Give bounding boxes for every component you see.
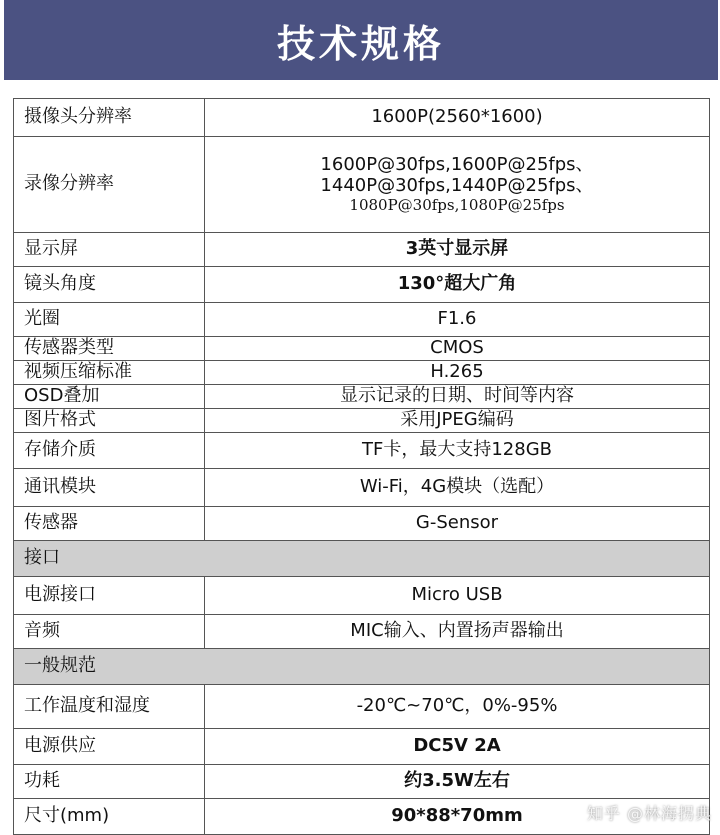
table-row xyxy=(14,507,710,541)
spec-value: 1600P(2560*1600) xyxy=(205,99,710,137)
spec-label: 传感器类型 xyxy=(14,337,205,361)
table-row xyxy=(14,361,710,385)
spec-label: 音频 xyxy=(14,615,205,649)
spec-label: 电源接口 xyxy=(14,577,205,615)
spec-label: 镜头角度 xyxy=(14,267,205,303)
spec-label: OSD叠加 xyxy=(14,385,205,409)
table-row xyxy=(14,685,710,729)
spec-label: 工作温度和湿度 xyxy=(14,685,205,729)
spec-value: Micro USB xyxy=(205,577,710,615)
spec-value: 3英寸显示屏 xyxy=(205,233,710,267)
spec-value: TF卡，最大支持128GB xyxy=(205,433,710,469)
table-row xyxy=(14,615,710,649)
spec-label: 电源供应 xyxy=(14,729,205,765)
spec-value-line: 1600P@30fps,1600P@25fps、 xyxy=(320,154,594,176)
table-row xyxy=(14,729,710,765)
watermark: 知乎 @林海拐典 xyxy=(586,804,712,823)
spec-label: 图片格式 xyxy=(14,409,205,433)
spec-label: 光圈 xyxy=(14,303,205,337)
table-row xyxy=(14,137,710,233)
spec-value: 130°超大广角 xyxy=(205,267,710,303)
spec-value: G-Sensor xyxy=(205,507,710,541)
table-row xyxy=(14,577,710,615)
spec-label: 传感器 xyxy=(14,507,205,541)
table-row xyxy=(14,267,710,303)
spec-value: 显示记录的日期、时间等内容 xyxy=(205,385,710,409)
spec-value: DC5V 2A xyxy=(205,729,710,765)
page-title: 技术规格 xyxy=(276,21,445,66)
spec-value: 约3.5W左右 xyxy=(205,765,710,799)
section-header-interface xyxy=(14,541,710,577)
spec-label: 显示屏 xyxy=(14,233,205,267)
table-row xyxy=(14,433,710,469)
spec-value: 采用JPEG编码 xyxy=(205,409,710,433)
table-row xyxy=(14,385,710,409)
spec-value: -20℃~70℃，0%-95% xyxy=(205,685,710,729)
spec-value: CMOS xyxy=(205,337,710,361)
spec-label: 视频压缩标准 xyxy=(14,361,205,385)
table-row xyxy=(14,303,710,337)
spec-value: 90*88*70mm xyxy=(205,799,710,835)
spec-label: 功耗 xyxy=(14,765,205,799)
section-title: 一般规范 xyxy=(14,649,710,685)
spec-value-line: 1080P@30fps,1080P@25fps xyxy=(349,195,565,214)
spec-label: 录像分辨率 xyxy=(14,137,205,233)
header-banner xyxy=(4,0,718,80)
spec-value-line: 1440P@30fps,1440P@25fps、 xyxy=(320,174,594,196)
table-row xyxy=(14,233,710,267)
table-row xyxy=(14,409,710,433)
table-row xyxy=(14,765,710,799)
section-header-general xyxy=(14,649,710,685)
spec-table xyxy=(13,98,710,835)
table-row xyxy=(14,469,710,507)
table-row xyxy=(14,99,710,137)
table-row xyxy=(14,337,710,361)
spec-value: Wi-Fi，4G模块（选配） xyxy=(205,469,710,507)
spec-label: 摄像头分辨率 xyxy=(14,99,205,137)
spec-label: 尺寸(mm) xyxy=(14,799,205,835)
spec-value: H.265 xyxy=(205,361,710,385)
section-title: 接口 xyxy=(14,541,710,577)
spec-value: F1.6 xyxy=(205,303,710,337)
spec-value xyxy=(205,137,710,233)
spec-label: 通讯模块 xyxy=(14,469,205,507)
spec-value: MIC输入、内置扬声器输出 xyxy=(205,615,710,649)
spec-label: 存储介质 xyxy=(14,433,205,469)
